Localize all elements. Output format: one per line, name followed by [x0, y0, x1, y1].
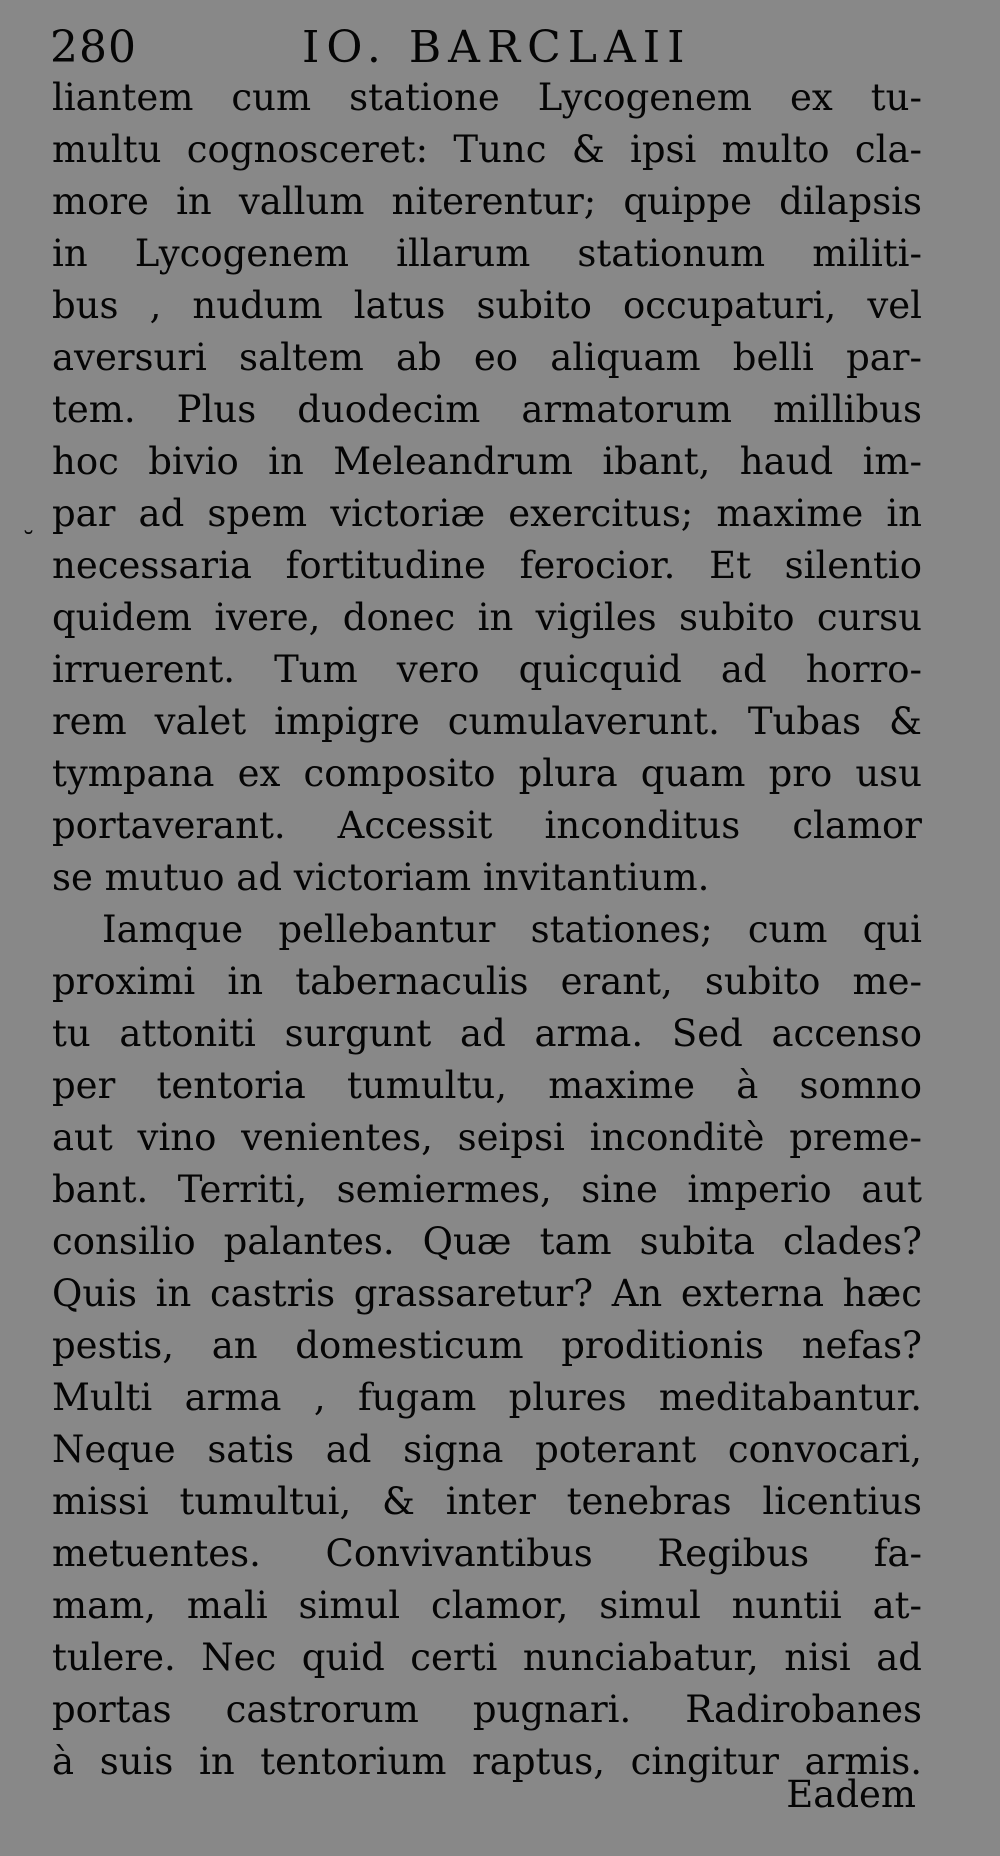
text-line: quidem ivere, donec in vigiles subito cursu [52, 596, 922, 639]
running-head: IO. BARCLAII [302, 22, 692, 73]
text-line: se mutuo ad victoriam invitantium. [52, 856, 710, 899]
body-text [52, 72, 922, 1788]
text-line: liantem cum statione Lycogenem ex tu- [52, 76, 922, 119]
text-line: aut vino venientes, seipsi inconditè preme- [52, 1116, 922, 1159]
text-line: more in vallum niterentur; quippe dilapsis [52, 180, 922, 223]
text-line: portaverant. Accessit inconditus clamor [52, 804, 922, 847]
catchword: Eadem [786, 1773, 916, 1816]
text-line: Neque satis ad signa poterant convocari, [52, 1428, 922, 1471]
text-line: irruerent. Tum vero quicquid ad horro- [52, 648, 922, 691]
text-line: pestis, an domesticum proditionis nefas? [52, 1324, 922, 1367]
text-line: aversuri saltem ab eo aliquam belli par- [52, 336, 922, 379]
text-line-paragraph-start: Iamque pellebantur stationes; cum qui [102, 908, 922, 951]
text-line: Multi arma , fugam plures meditabantur. [52, 1376, 922, 1419]
text-line: tulere. Nec quid certi nunciabatur, nisi ad [52, 1636, 922, 1679]
text-line: tem. Plus duodecim armatorum millibus [52, 388, 922, 431]
text-line: metuentes. Convivantibus Regibus fa- [52, 1532, 922, 1575]
text-line: à suis in tentorium raptus, cingitur armis. [52, 1740, 922, 1783]
text-line: rem valet impigre cumulaverunt. Tubas & [52, 700, 922, 743]
text-line: proximi in tabernaculis erant, subito me- [52, 960, 922, 1003]
text-line: hoc bivio in Meleandrum ibant, haud im- [52, 440, 922, 483]
page-number: 280 [50, 22, 137, 73]
text-line: in Lycogenem illarum stationum militi- [52, 232, 922, 275]
text-line: consilio palantes. Quæ tam subita clades? [52, 1220, 922, 1263]
text-line: bant. Territi, semiermes, sine imperio aut [52, 1168, 922, 1211]
text-line: multu cognosceret: Tunc & ipsi multo cla- [52, 128, 922, 171]
text-line: mam, mali simul clamor, simul nuntii at- [52, 1584, 922, 1627]
text-line: necessaria fortitudine ferocior. Et silentio [52, 544, 922, 587]
page-header [50, 18, 950, 78]
text-line: par ad spem victoriæ exercitus; maxime in [52, 492, 922, 535]
text-line: tympana ex composito plura quam pro usu [52, 752, 922, 795]
text-line: portas castrorum pugnari. Radirobanes [52, 1688, 922, 1731]
text-line: per tentoria tumultu, maxime à somno [52, 1064, 922, 1107]
margin-mark: ˘ [22, 528, 35, 558]
text-line: Quis in castris grassaretur? An externa hæc [52, 1272, 922, 1315]
text-line: missi tumultui, & inter tenebras licentius [52, 1480, 922, 1523]
text-line: bus , nudum latus subito occupaturi, vel [52, 284, 922, 327]
text-line: tu attoniti surgunt ad arma. Sed accenso [52, 1012, 922, 1055]
